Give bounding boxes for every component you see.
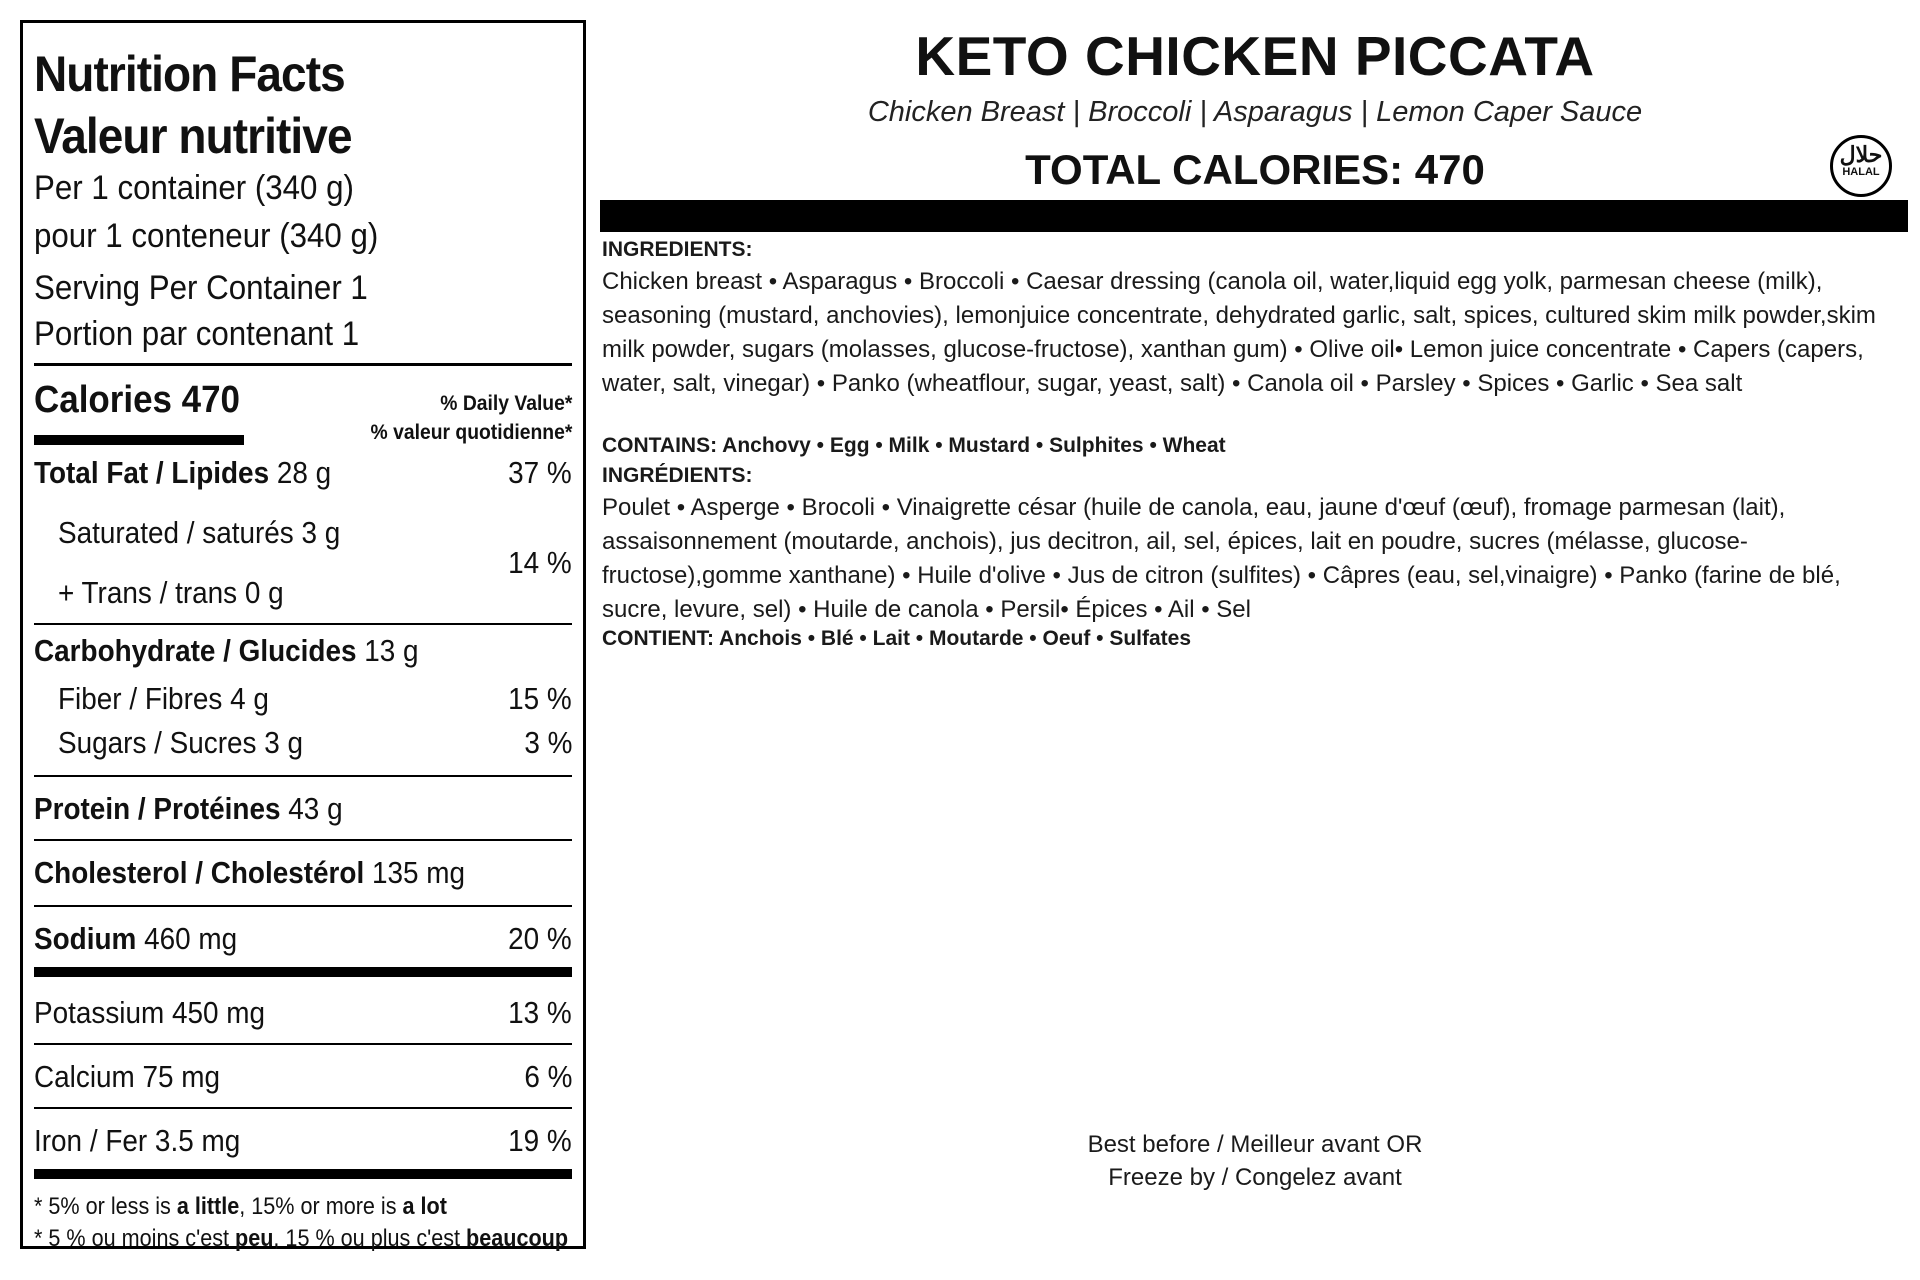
divider bbox=[34, 775, 572, 777]
cholesterol-name: Cholesterol / Cholestérol bbox=[34, 855, 365, 890]
black-banner-bar bbox=[600, 200, 1908, 232]
contains-fr: CONTIENT: Anchois • Blé • Lait • Moutarde • Oeuf • Sulfates bbox=[602, 627, 1192, 650]
divider bbox=[34, 1107, 572, 1109]
ingredients-text-en: Chicken breast • Asparagus • Broccoli • Caesar dressing (canola oil, water,liquid egg yolk, parmesan cheese (milk), seasoning (mustard, anchovies), lemonjuice concentrate, dehydrated garlic, salt, spices, cultured skim milk powder,skim milk powder, sugars (molasses, glucose-fructose), xanthan gum) • Olive oil• Lemon juice concentrate • Capers (capers, water, salt, vinegar) • Panko (wheatflour, sugar, yeast, salt) • Canola oil • Parsley • Spices • Garlic • Sea salt bbox=[602, 268, 1876, 397]
calcium-label: Calcium 75 mg bbox=[34, 1059, 221, 1094]
sugars-pct: 3 % bbox=[523, 725, 572, 760]
cholesterol-label bbox=[34, 855, 465, 891]
calcium-pct: 6 % bbox=[523, 1059, 572, 1094]
daily-value-fr: % valeur quotidienne* bbox=[370, 421, 572, 444]
footnote-fr-bold: peu bbox=[235, 1225, 274, 1252]
sodium-label bbox=[34, 921, 237, 957]
footnote-fr-bold: beaucoup bbox=[466, 1225, 569, 1252]
calories-thick-bar bbox=[34, 435, 244, 445]
best-before-line: Best before / Meilleur avant OR bbox=[1087, 1131, 1423, 1158]
halal-text: HALAL bbox=[1842, 166, 1880, 178]
divider bbox=[34, 905, 572, 907]
sodium-name: Sodium bbox=[34, 921, 137, 956]
total-fat-label bbox=[34, 455, 331, 491]
halal-arabic-text: حلال bbox=[1839, 142, 1883, 167]
nutrition-facts-panel bbox=[20, 20, 586, 1252]
saturated-label: Saturated / saturés 3 g bbox=[58, 515, 341, 550]
ingredients-heading-en: INGREDIENTS: bbox=[602, 238, 753, 261]
thick-divider bbox=[34, 1169, 572, 1179]
servings-per-container-en: Serving Per Container 1 bbox=[34, 269, 368, 307]
iron-label: Iron / Fer 3.5 mg bbox=[34, 1123, 241, 1158]
footnote-fr-text: , 15 % ou plus c'est bbox=[273, 1225, 467, 1252]
carbohydrate-name: Carbohydrate / Glucides bbox=[34, 633, 357, 668]
protein-label bbox=[34, 791, 343, 827]
total-fat-amount: 28 g bbox=[276, 455, 332, 490]
cholesterol-amount: 135 mg bbox=[371, 855, 466, 890]
total-calories: TOTAL CALORIES: 470 bbox=[1025, 146, 1485, 193]
potassium-pct: 13 % bbox=[508, 995, 572, 1030]
divider bbox=[34, 839, 572, 841]
sat-trans-pct: 14 % bbox=[508, 545, 572, 580]
footnote-fr-text: * 5 % ou moins c'est bbox=[34, 1225, 236, 1252]
carbohydrate-amount: 13 g bbox=[364, 633, 419, 668]
fiber-label: Fiber / Fibres 4 g bbox=[58, 681, 269, 716]
sodium-amount: 460 mg bbox=[144, 921, 238, 956]
calories: Calories 470 bbox=[34, 379, 241, 421]
divider bbox=[34, 1043, 572, 1045]
sugars-label: Sugars / Sucres 3 g bbox=[58, 725, 304, 760]
sodium-pct: 20 % bbox=[508, 921, 572, 956]
footnote-en-bold: a lot bbox=[402, 1193, 447, 1220]
footnote-en bbox=[34, 1193, 447, 1221]
daily-value-en: % Daily Value* bbox=[439, 392, 572, 415]
best-before-block bbox=[1000, 1128, 1510, 1194]
footnote-fr bbox=[34, 1225, 568, 1253]
iron-pct: 19 % bbox=[508, 1123, 572, 1158]
nutrition-title-fr: Valeur nutritive bbox=[34, 108, 352, 164]
product-subtitle: Chicken Breast | Broccoli | Asparagus | Lemon Caper Sauce bbox=[867, 96, 1643, 128]
nutrition-title-en: Nutrition Facts bbox=[34, 46, 345, 102]
contains-en: CONTAINS: Anchovy • Egg • Milk • Mustard • Sulphites • Wheat bbox=[602, 434, 1226, 457]
potassium-label: Potassium 450 mg bbox=[34, 995, 266, 1030]
ingredients-heading-fr: INGRÉDIENTS: bbox=[602, 464, 753, 487]
serving-size-fr: pour 1 conteneur (340 g) bbox=[34, 217, 379, 255]
servings-per-container-fr: Portion par contenant 1 bbox=[34, 315, 360, 353]
protein-amount: 43 g bbox=[288, 791, 343, 826]
fiber-pct: 15 % bbox=[508, 681, 572, 716]
carbohydrate-label bbox=[34, 633, 419, 669]
divider bbox=[34, 363, 572, 366]
serving-size-en: Per 1 container (340 g) bbox=[34, 169, 354, 207]
daily-value-header bbox=[370, 389, 572, 447]
divider bbox=[34, 623, 572, 625]
trans-label: + Trans / trans 0 g bbox=[58, 575, 284, 610]
ingredients-text-fr: Poulet • Asperge • Brocoli • Vinaigrette césar (huile de canola, eau, jaune d'œuf (œuf), fromage parmesan (lait), assaisonnement (moutarde, anchois), jus decitron, ail, sel, épices, lait en poudre, sucres (mélasse, glucose-fructose),gomme xanthane) • Huile d'olive • Jus de citron (sulfites) • Câpres (eau, sel,vinaigre) • Panko (farine de blé, sucre, levure, sel) • Huile de canola • Persil• Épices • Ail • Sel bbox=[602, 494, 1841, 623]
footnote-en-text: , 15% or more is bbox=[239, 1193, 403, 1220]
freeze-by-line: Freeze by / Congelez avant bbox=[1108, 1164, 1402, 1191]
total-fat-name: Total Fat / Lipides bbox=[34, 455, 270, 490]
footnote-en-bold: a little bbox=[176, 1193, 240, 1220]
thick-divider bbox=[34, 967, 572, 977]
halal-logo bbox=[1830, 135, 1892, 197]
product-title: KETO CHICKEN PICCATA bbox=[915, 25, 1595, 87]
protein-name: Protein / Protéines bbox=[34, 791, 281, 826]
footnote-en-text: * 5% or less is bbox=[34, 1193, 177, 1220]
total-fat-pct: 37 % bbox=[508, 455, 572, 490]
